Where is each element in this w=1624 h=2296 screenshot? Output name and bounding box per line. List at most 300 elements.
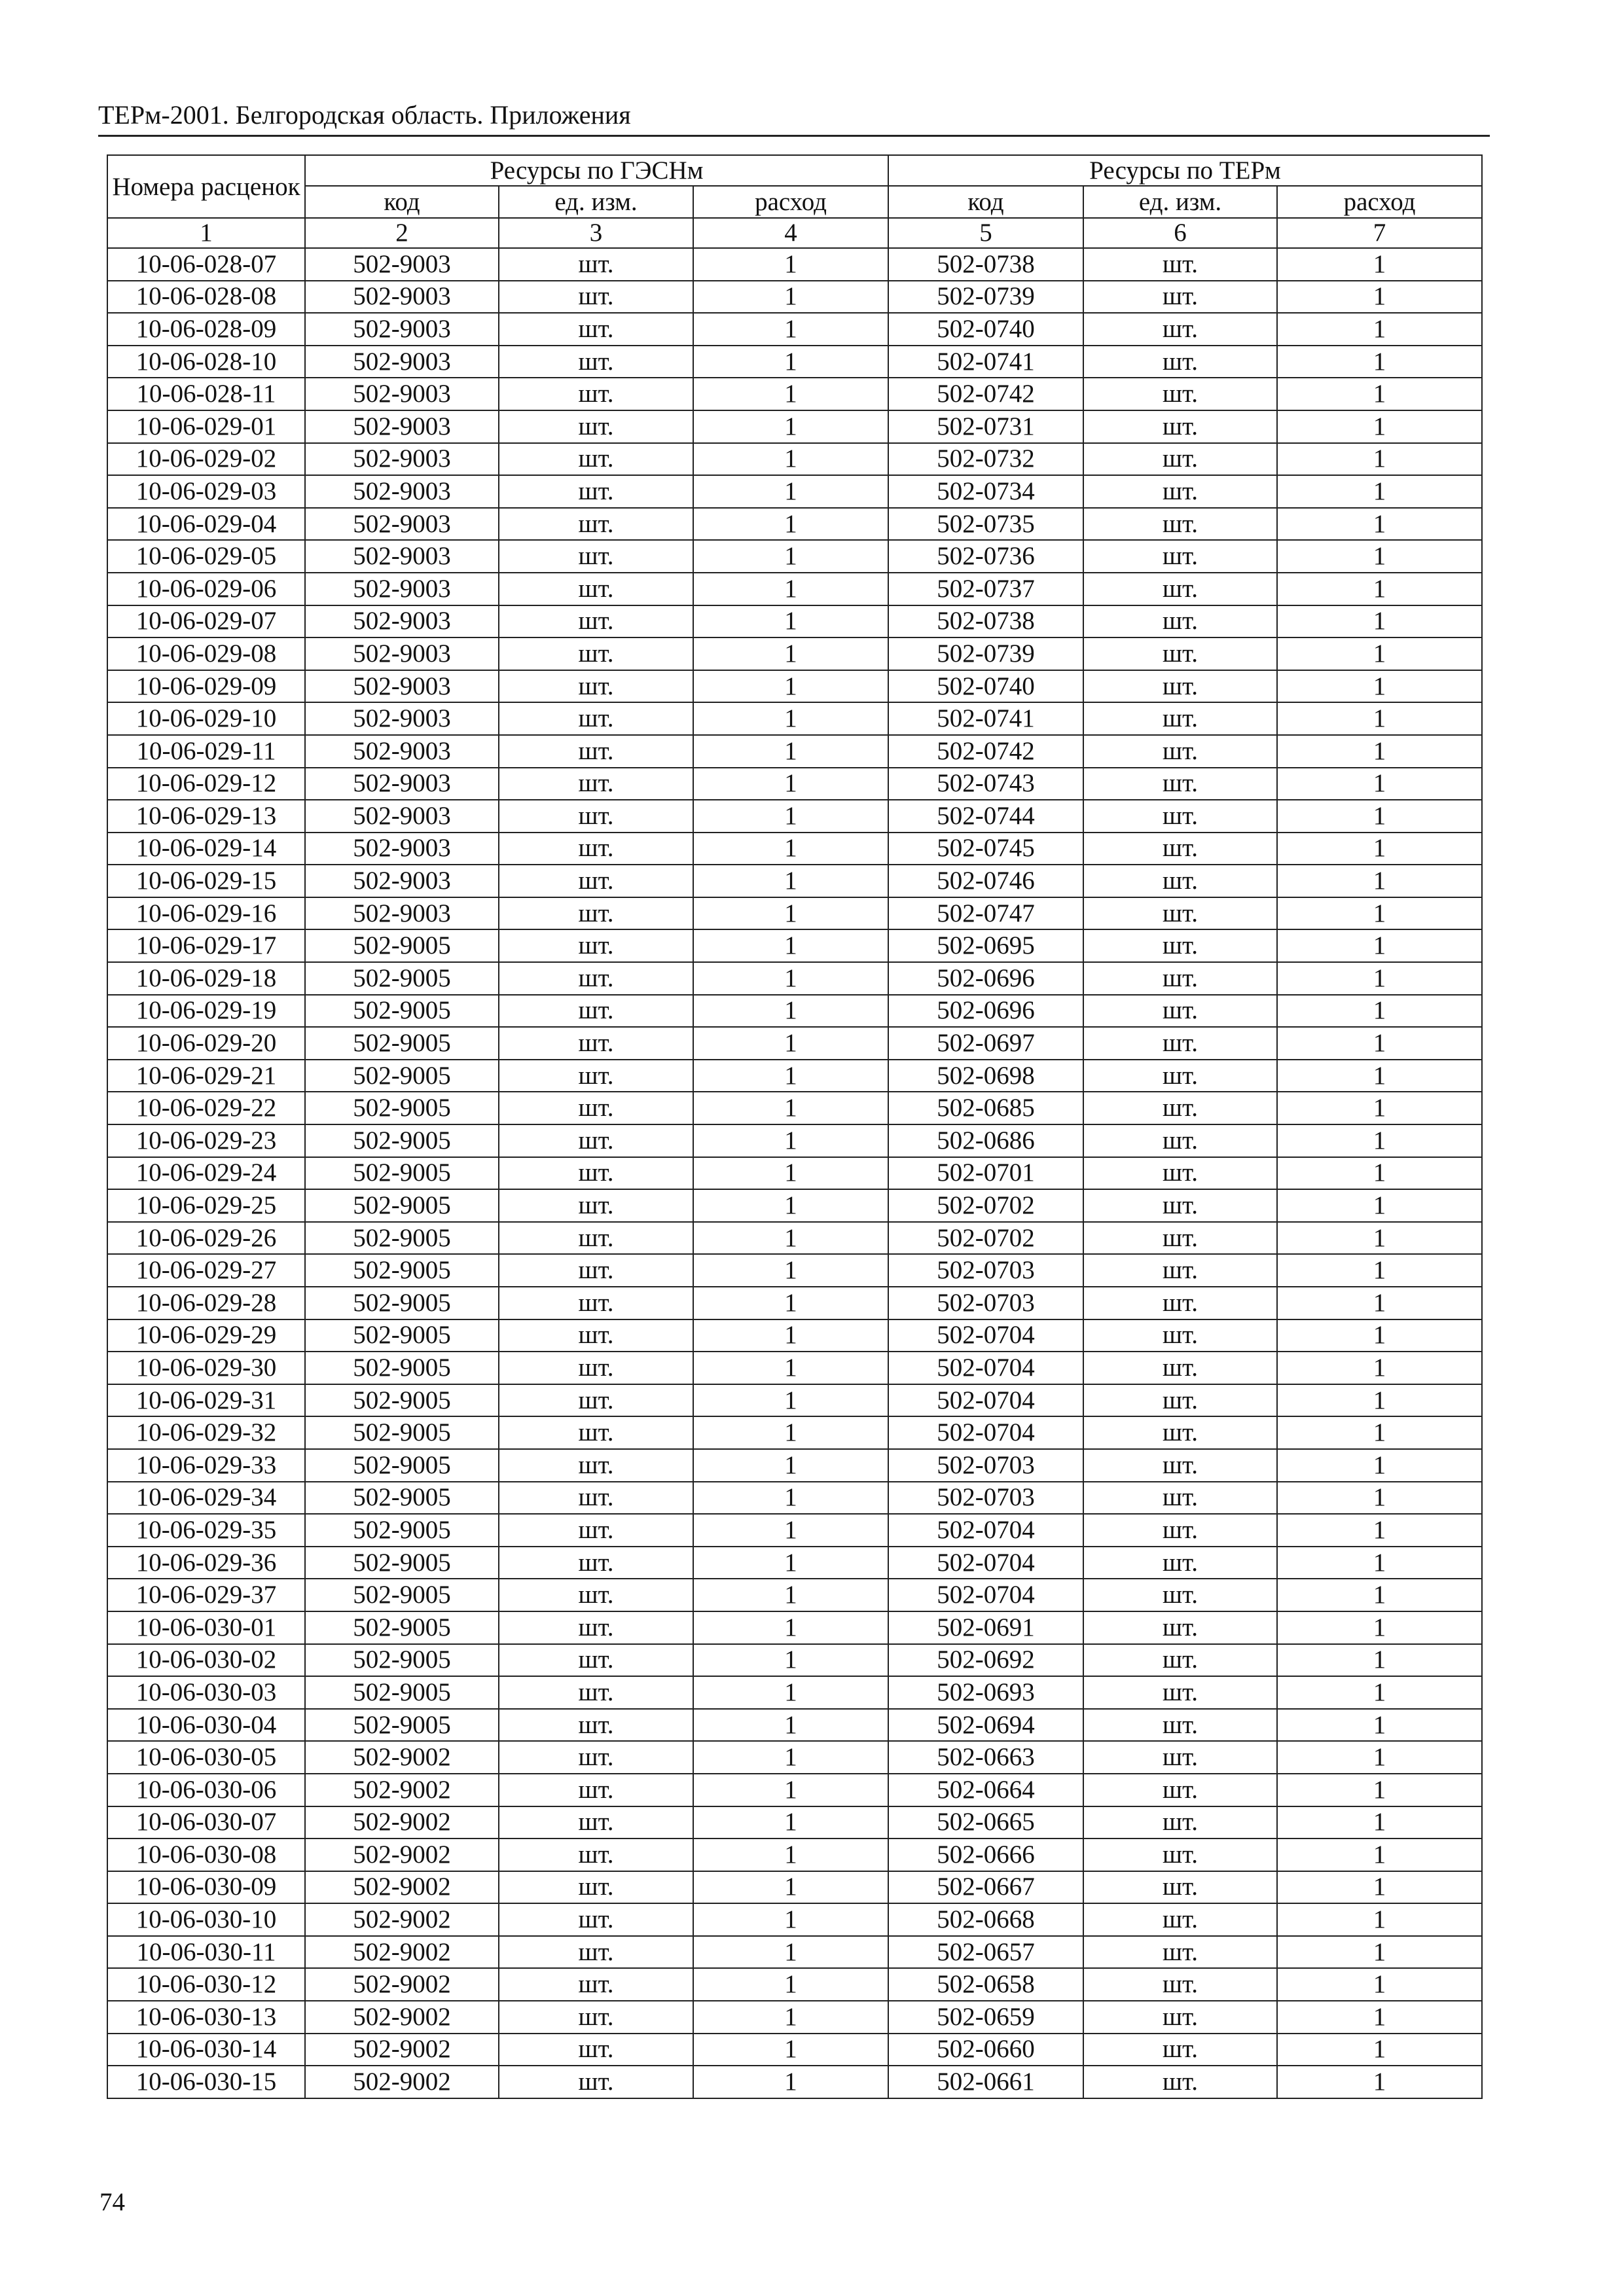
gesn-consumption-cell: 1 (693, 702, 888, 735)
gesn-consumption-cell: 1 (693, 1839, 888, 1871)
term-code-cell: 502-0660 (888, 2034, 1083, 2066)
resources-table (107, 154, 1483, 2099)
rate-number-cell: 10-06-029-17 (107, 929, 305, 962)
term-unit-cell: шт. (1083, 1903, 1277, 1936)
term-consumption-cell: 1 (1277, 1547, 1482, 1579)
term-consumption-cell: 1 (1277, 995, 1482, 1028)
term-unit-cell: шт. (1083, 2001, 1277, 2034)
table-row (107, 1839, 1482, 1871)
term-code-cell: 502-0740 (888, 313, 1083, 346)
gesn-consumption-cell: 1 (693, 1287, 888, 1319)
gesn-code-cell: 502-9003 (305, 540, 499, 573)
rate-number-cell: 10-06-028-08 (107, 281, 305, 314)
gesn-unit-cell: шт. (499, 1968, 693, 2001)
table-row (107, 313, 1482, 346)
table-row (107, 1774, 1482, 1806)
term-code-cell: 502-0736 (888, 540, 1083, 573)
term-code-cell: 502-0703 (888, 1254, 1083, 1287)
term-consumption-cell: 1 (1277, 702, 1482, 735)
term-code-cell: 502-0703 (888, 1482, 1083, 1515)
gesn-unit-cell: шт. (499, 248, 693, 281)
term-code-cell: 502-0657 (888, 1936, 1083, 1969)
rate-number-cell: 10-06-030-09 (107, 1871, 305, 1904)
term-code-cell: 502-0744 (888, 800, 1083, 833)
table-row (107, 1709, 1482, 1742)
gesn-unit-cell: шт. (499, 378, 693, 410)
gesn-code-cell: 502-9002 (305, 2001, 499, 2034)
gesn-unit-cell: шт. (499, 1839, 693, 1871)
term-code-cell: 502-0667 (888, 1871, 1083, 1904)
term-consumption-cell: 1 (1277, 1092, 1482, 1124)
rate-number-cell: 10-06-030-12 (107, 1968, 305, 2001)
gesn-unit-cell: шт. (499, 443, 693, 476)
gesn-consumption-cell: 1 (693, 2034, 888, 2066)
rate-number-cell: 10-06-029-14 (107, 833, 305, 865)
gesn-unit-cell: шт. (499, 1124, 693, 1157)
gesn-code-cell: 502-9005 (305, 1254, 499, 1287)
rate-number-cell: 10-06-030-08 (107, 1839, 305, 1871)
term-code-cell: 502-0741 (888, 702, 1083, 735)
rate-number-cell: 10-06-029-12 (107, 768, 305, 800)
rate-number-cell: 10-06-029-33 (107, 1449, 305, 1482)
gesn-code-cell: 502-9002 (305, 1839, 499, 1871)
term-unit-cell: шт. (1083, 1806, 1277, 1839)
gesn-code-cell: 502-9002 (305, 1903, 499, 1936)
term-code-cell: 502-0703 (888, 1449, 1083, 1482)
term-code-cell: 502-0664 (888, 1774, 1083, 1806)
gesn-consumption-cell: 1 (693, 800, 888, 833)
gesn-consumption-cell: 1 (693, 281, 888, 314)
gesn-consumption-cell: 1 (693, 508, 888, 541)
term-consumption-cell: 1 (1277, 1741, 1482, 1774)
term-unit-cell: шт. (1083, 443, 1277, 476)
gesn-unit-cell: шт. (499, 1060, 693, 1092)
gesn-consumption-cell: 1 (693, 1547, 888, 1579)
gesn-unit-cell: шт. (499, 1449, 693, 1482)
term-consumption-cell: 1 (1277, 1676, 1482, 1709)
header-consumption-term: расход (1277, 186, 1482, 218)
gesn-consumption-cell: 1 (693, 929, 888, 962)
header-code-gesn: код (305, 186, 499, 218)
term-consumption-cell: 1 (1277, 1319, 1482, 1352)
table-row (107, 2066, 1482, 2098)
term-unit-cell: шт. (1083, 1352, 1277, 1384)
term-consumption-cell: 1 (1277, 1449, 1482, 1482)
table-row (107, 573, 1482, 605)
gesn-unit-cell: шт. (499, 1514, 693, 1547)
gesn-unit-cell: шт. (499, 962, 693, 995)
header-code-term: код (888, 186, 1083, 218)
term-code-cell: 502-0665 (888, 1806, 1083, 1839)
column-number: 3 (499, 218, 693, 248)
gesn-consumption-cell: 1 (693, 1060, 888, 1092)
term-consumption-cell: 1 (1277, 1027, 1482, 1060)
gesn-unit-cell: шт. (499, 605, 693, 638)
gesn-consumption-cell: 1 (693, 378, 888, 410)
gesn-code-cell: 502-9003 (305, 768, 499, 800)
rate-number-cell: 10-06-029-07 (107, 605, 305, 638)
rate-number-cell: 10-06-029-15 (107, 865, 305, 897)
term-code-cell: 502-0734 (888, 475, 1083, 508)
table-row (107, 475, 1482, 508)
gesn-unit-cell: шт. (499, 2034, 693, 2066)
rate-number-cell: 10-06-029-11 (107, 735, 305, 768)
table-row (107, 1319, 1482, 1352)
header-group-gesn: Ресурсы по ГЭСНм (305, 155, 888, 186)
gesn-code-cell: 502-9005 (305, 1676, 499, 1709)
table-row (107, 735, 1482, 768)
term-unit-cell: шт. (1083, 1579, 1277, 1611)
gesn-code-cell: 502-9005 (305, 1611, 499, 1644)
table-row (107, 378, 1482, 410)
term-consumption-cell: 1 (1277, 833, 1482, 865)
gesn-unit-cell: шт. (499, 281, 693, 314)
term-consumption-cell: 1 (1277, 410, 1482, 443)
column-number: 5 (888, 218, 1083, 248)
term-unit-cell: шт. (1083, 1644, 1277, 1677)
term-code-cell: 502-0658 (888, 1968, 1083, 2001)
term-unit-cell: шт. (1083, 2066, 1277, 2098)
term-code-cell: 502-0742 (888, 378, 1083, 410)
term-unit-cell: шт. (1083, 1157, 1277, 1190)
table-row (107, 1124, 1482, 1157)
rate-number-cell: 10-06-029-19 (107, 995, 305, 1028)
table-row (107, 281, 1482, 314)
gesn-code-cell: 502-9002 (305, 1936, 499, 1969)
table-row (107, 248, 1482, 281)
term-unit-cell: шт. (1083, 1774, 1277, 1806)
term-code-cell: 502-0704 (888, 1384, 1083, 1417)
gesn-consumption-cell: 1 (693, 313, 888, 346)
term-code-cell: 502-0731 (888, 410, 1083, 443)
term-unit-cell: шт. (1083, 1839, 1277, 1871)
table-row (107, 833, 1482, 865)
term-code-cell: 502-0666 (888, 1839, 1083, 1871)
gesn-consumption-cell: 1 (693, 1903, 888, 1936)
term-unit-cell: шт. (1083, 378, 1277, 410)
term-consumption-cell: 1 (1277, 929, 1482, 962)
gesn-code-cell: 502-9003 (305, 475, 499, 508)
gesn-code-cell: 502-9003 (305, 865, 499, 897)
column-number: 4 (693, 218, 888, 248)
gesn-code-cell: 502-9005 (305, 1709, 499, 1742)
gesn-code-cell: 502-9003 (305, 443, 499, 476)
term-consumption-cell: 1 (1277, 1968, 1482, 2001)
term-unit-cell: шт. (1083, 1482, 1277, 1515)
rate-number-cell: 10-06-029-36 (107, 1547, 305, 1579)
gesn-code-cell: 502-9002 (305, 1968, 499, 2001)
gesn-consumption-cell: 1 (693, 1514, 888, 1547)
table-row (107, 1027, 1482, 1060)
table-row (107, 637, 1482, 670)
table-row (107, 995, 1482, 1028)
gesn-code-cell: 502-9003 (305, 637, 499, 670)
table-row (107, 1352, 1482, 1384)
term-code-cell: 502-0737 (888, 573, 1083, 605)
term-unit-cell: шт. (1083, 1968, 1277, 2001)
page-header-title: ТЕРм-2001. Белгородская область. Приложения (98, 100, 631, 130)
gesn-code-cell: 502-9005 (305, 1222, 499, 1255)
term-code-cell: 502-0663 (888, 1741, 1083, 1774)
term-unit-cell: шт. (1083, 540, 1277, 573)
gesn-code-cell: 502-9005 (305, 929, 499, 962)
gesn-unit-cell: шт. (499, 1644, 693, 1677)
term-unit-cell: шт. (1083, 1254, 1277, 1287)
gesn-consumption-cell: 1 (693, 1936, 888, 1969)
gesn-code-cell: 502-9005 (305, 1157, 499, 1190)
gesn-consumption-cell: 1 (693, 605, 888, 638)
gesn-code-cell: 502-9005 (305, 1547, 499, 1579)
rate-number-cell: 10-06-030-02 (107, 1644, 305, 1677)
gesn-code-cell: 502-9005 (305, 1092, 499, 1124)
rate-number-cell: 10-06-029-35 (107, 1514, 305, 1547)
term-unit-cell: шт. (1083, 1514, 1277, 1547)
gesn-consumption-cell: 1 (693, 1449, 888, 1482)
gesn-unit-cell: шт. (499, 2001, 693, 2034)
rate-number-cell: 10-06-029-13 (107, 800, 305, 833)
term-consumption-cell: 1 (1277, 1482, 1482, 1515)
term-unit-cell: шт. (1083, 1189, 1277, 1222)
table-row (107, 962, 1482, 995)
term-unit-cell: шт. (1083, 1741, 1277, 1774)
column-number: 2 (305, 218, 499, 248)
term-consumption-cell: 1 (1277, 735, 1482, 768)
rate-number-cell: 10-06-029-30 (107, 1352, 305, 1384)
gesn-consumption-cell: 1 (693, 1968, 888, 2001)
gesn-unit-cell: шт. (499, 833, 693, 865)
term-consumption-cell: 1 (1277, 1060, 1482, 1092)
term-unit-cell: шт. (1083, 897, 1277, 930)
gesn-unit-cell: шт. (499, 1806, 693, 1839)
term-consumption-cell: 1 (1277, 768, 1482, 800)
term-consumption-cell: 1 (1277, 1124, 1482, 1157)
term-unit-cell: шт. (1083, 410, 1277, 443)
gesn-consumption-cell: 1 (693, 1189, 888, 1222)
gesn-code-cell: 502-9005 (305, 1449, 499, 1482)
gesn-unit-cell: шт. (499, 508, 693, 541)
term-consumption-cell: 1 (1277, 1871, 1482, 1904)
term-consumption-cell: 1 (1277, 1806, 1482, 1839)
term-consumption-cell: 1 (1277, 670, 1482, 703)
term-consumption-cell: 1 (1277, 573, 1482, 605)
term-code-cell: 502-0692 (888, 1644, 1083, 1677)
term-unit-cell: шт. (1083, 1676, 1277, 1709)
gesn-code-cell: 502-9003 (305, 378, 499, 410)
term-unit-cell: шт. (1083, 573, 1277, 605)
gesn-unit-cell: шт. (499, 540, 693, 573)
gesn-code-cell: 502-9005 (305, 1124, 499, 1157)
gesn-consumption-cell: 1 (693, 1806, 888, 1839)
column-number: 1 (107, 218, 305, 248)
term-code-cell: 502-0742 (888, 735, 1083, 768)
gesn-code-cell: 502-9005 (305, 1579, 499, 1611)
table-row (107, 800, 1482, 833)
gesn-consumption-cell: 1 (693, 410, 888, 443)
rate-number-cell: 10-06-030-10 (107, 1903, 305, 1936)
term-unit-cell: шт. (1083, 281, 1277, 314)
term-consumption-cell: 1 (1277, 637, 1482, 670)
gesn-consumption-cell: 1 (693, 1579, 888, 1611)
rate-number-cell: 10-06-029-16 (107, 897, 305, 930)
gesn-code-cell: 502-9005 (305, 1352, 499, 1384)
gesn-unit-cell: шт. (499, 800, 693, 833)
term-consumption-cell: 1 (1277, 1352, 1482, 1384)
table-row (107, 1514, 1482, 1547)
term-consumption-cell: 1 (1277, 1514, 1482, 1547)
rate-number-cell: 10-06-029-32 (107, 1416, 305, 1449)
term-unit-cell: шт. (1083, 1449, 1277, 1482)
gesn-consumption-cell: 1 (693, 475, 888, 508)
gesn-consumption-cell: 1 (693, 1352, 888, 1384)
table-row (107, 1092, 1482, 1124)
column-number: 6 (1083, 218, 1277, 248)
gesn-code-cell: 502-9005 (305, 1384, 499, 1417)
gesn-code-cell: 502-9002 (305, 1806, 499, 1839)
term-unit-cell: шт. (1083, 248, 1277, 281)
table-body (107, 248, 1482, 2098)
term-unit-cell: шт. (1083, 1092, 1277, 1124)
rate-number-cell: 10-06-029-24 (107, 1157, 305, 1190)
gesn-unit-cell: шт. (499, 1611, 693, 1644)
term-consumption-cell: 1 (1277, 1839, 1482, 1871)
term-code-cell: 502-0746 (888, 865, 1083, 897)
table-row (107, 1482, 1482, 1515)
table-row (107, 1547, 1482, 1579)
term-code-cell: 502-0702 (888, 1189, 1083, 1222)
rate-number-cell: 10-06-028-09 (107, 313, 305, 346)
gesn-code-cell: 502-9003 (305, 735, 499, 768)
gesn-unit-cell: шт. (499, 1547, 693, 1579)
header-rate-numbers (107, 155, 305, 218)
term-code-cell: 502-0702 (888, 1222, 1083, 1255)
gesn-unit-cell: шт. (499, 1384, 693, 1417)
gesn-unit-cell: шт. (499, 702, 693, 735)
term-code-cell: 502-0740 (888, 670, 1083, 703)
term-consumption-cell: 1 (1277, 2001, 1482, 2034)
term-code-cell: 502-0668 (888, 1903, 1083, 1936)
gesn-unit-cell: шт. (499, 1092, 693, 1124)
header-group-term: Ресурсы по ТЕРм (888, 155, 1482, 186)
gesn-code-cell: 502-9003 (305, 605, 499, 638)
table-row (107, 1157, 1482, 1190)
term-unit-cell: шт. (1083, 1547, 1277, 1579)
gesn-unit-cell: шт. (499, 1189, 693, 1222)
term-code-cell: 502-0704 (888, 1514, 1083, 1547)
gesn-code-cell: 502-9005 (305, 995, 499, 1028)
gesn-unit-cell: шт. (499, 865, 693, 897)
gesn-unit-cell: шт. (499, 346, 693, 378)
rate-number-cell: 10-06-029-02 (107, 443, 305, 476)
gesn-consumption-cell: 1 (693, 1027, 888, 1060)
gesn-unit-cell: шт. (499, 897, 693, 930)
table-row (107, 1741, 1482, 1774)
rate-number-cell: 10-06-029-29 (107, 1319, 305, 1352)
rate-number-cell: 10-06-029-37 (107, 1579, 305, 1611)
header-rate-numbers-label: Номера расценок (112, 172, 300, 201)
gesn-consumption-cell: 1 (693, 1871, 888, 1904)
rate-number-cell: 10-06-030-01 (107, 1611, 305, 1644)
term-consumption-cell: 1 (1277, 865, 1482, 897)
gesn-consumption-cell: 1 (693, 1254, 888, 1287)
gesn-code-cell: 502-9005 (305, 1416, 499, 1449)
gesn-consumption-cell: 1 (693, 768, 888, 800)
term-consumption-cell: 1 (1277, 605, 1482, 638)
term-unit-cell: шт. (1083, 508, 1277, 541)
gesn-unit-cell: шт. (499, 1416, 693, 1449)
gesn-unit-cell: шт. (499, 1254, 693, 1287)
gesn-consumption-cell: 1 (693, 1124, 888, 1157)
rate-number-cell: 10-06-029-27 (107, 1254, 305, 1287)
gesn-code-cell: 502-9005 (305, 1644, 499, 1677)
term-consumption-cell: 1 (1277, 281, 1482, 314)
term-unit-cell: шт. (1083, 1384, 1277, 1417)
gesn-code-cell: 502-9003 (305, 346, 499, 378)
term-unit-cell: шт. (1083, 865, 1277, 897)
term-code-cell: 502-0661 (888, 2066, 1083, 2098)
table-row (107, 929, 1482, 962)
table-row (107, 1903, 1482, 1936)
gesn-consumption-cell: 1 (693, 540, 888, 573)
gesn-unit-cell: шт. (499, 2066, 693, 2098)
gesn-code-cell: 502-9002 (305, 1871, 499, 1904)
gesn-code-cell: 502-9005 (305, 1319, 499, 1352)
gesn-unit-cell: шт. (499, 637, 693, 670)
term-consumption-cell: 1 (1277, 1189, 1482, 1222)
table-row (107, 1676, 1482, 1709)
term-consumption-cell: 1 (1277, 1936, 1482, 1969)
term-unit-cell: шт. (1083, 1319, 1277, 1352)
gesn-unit-cell: шт. (499, 1676, 693, 1709)
gesn-consumption-cell: 1 (693, 248, 888, 281)
gesn-unit-cell: шт. (499, 1936, 693, 1969)
gesn-consumption-cell: 1 (693, 573, 888, 605)
gesn-code-cell: 502-9002 (305, 2034, 499, 2066)
term-unit-cell: шт. (1083, 1060, 1277, 1092)
term-code-cell: 502-0694 (888, 1709, 1083, 1742)
table-row (107, 346, 1482, 378)
rate-number-cell: 10-06-030-15 (107, 2066, 305, 2098)
gesn-unit-cell: шт. (499, 1903, 693, 1936)
term-consumption-cell: 1 (1277, 1254, 1482, 1287)
gesn-code-cell: 502-9005 (305, 962, 499, 995)
term-unit-cell: шт. (1083, 1222, 1277, 1255)
term-consumption-cell: 1 (1277, 1579, 1482, 1611)
rate-number-cell: 10-06-029-28 (107, 1287, 305, 1319)
rate-number-cell: 10-06-030-07 (107, 1806, 305, 1839)
gesn-consumption-cell: 1 (693, 670, 888, 703)
gesn-code-cell: 502-9003 (305, 410, 499, 443)
rate-number-cell: 10-06-030-05 (107, 1741, 305, 1774)
term-code-cell: 502-0739 (888, 281, 1083, 314)
gesn-code-cell: 502-9005 (305, 1027, 499, 1060)
table-row (107, 508, 1482, 541)
gesn-consumption-cell: 1 (693, 346, 888, 378)
gesn-unit-cell: шт. (499, 1287, 693, 1319)
rate-number-cell: 10-06-029-09 (107, 670, 305, 703)
term-consumption-cell: 1 (1277, 1287, 1482, 1319)
term-unit-cell: шт. (1083, 1416, 1277, 1449)
table-row (107, 540, 1482, 573)
table-row (107, 1254, 1482, 1287)
page-header (98, 96, 1490, 137)
term-consumption-cell: 1 (1277, 897, 1482, 930)
gesn-unit-cell: шт. (499, 1774, 693, 1806)
term-unit-cell: шт. (1083, 735, 1277, 768)
rate-number-cell: 10-06-029-05 (107, 540, 305, 573)
table-row (107, 1449, 1482, 1482)
gesn-unit-cell: шт. (499, 1157, 693, 1190)
term-unit-cell: шт. (1083, 475, 1277, 508)
